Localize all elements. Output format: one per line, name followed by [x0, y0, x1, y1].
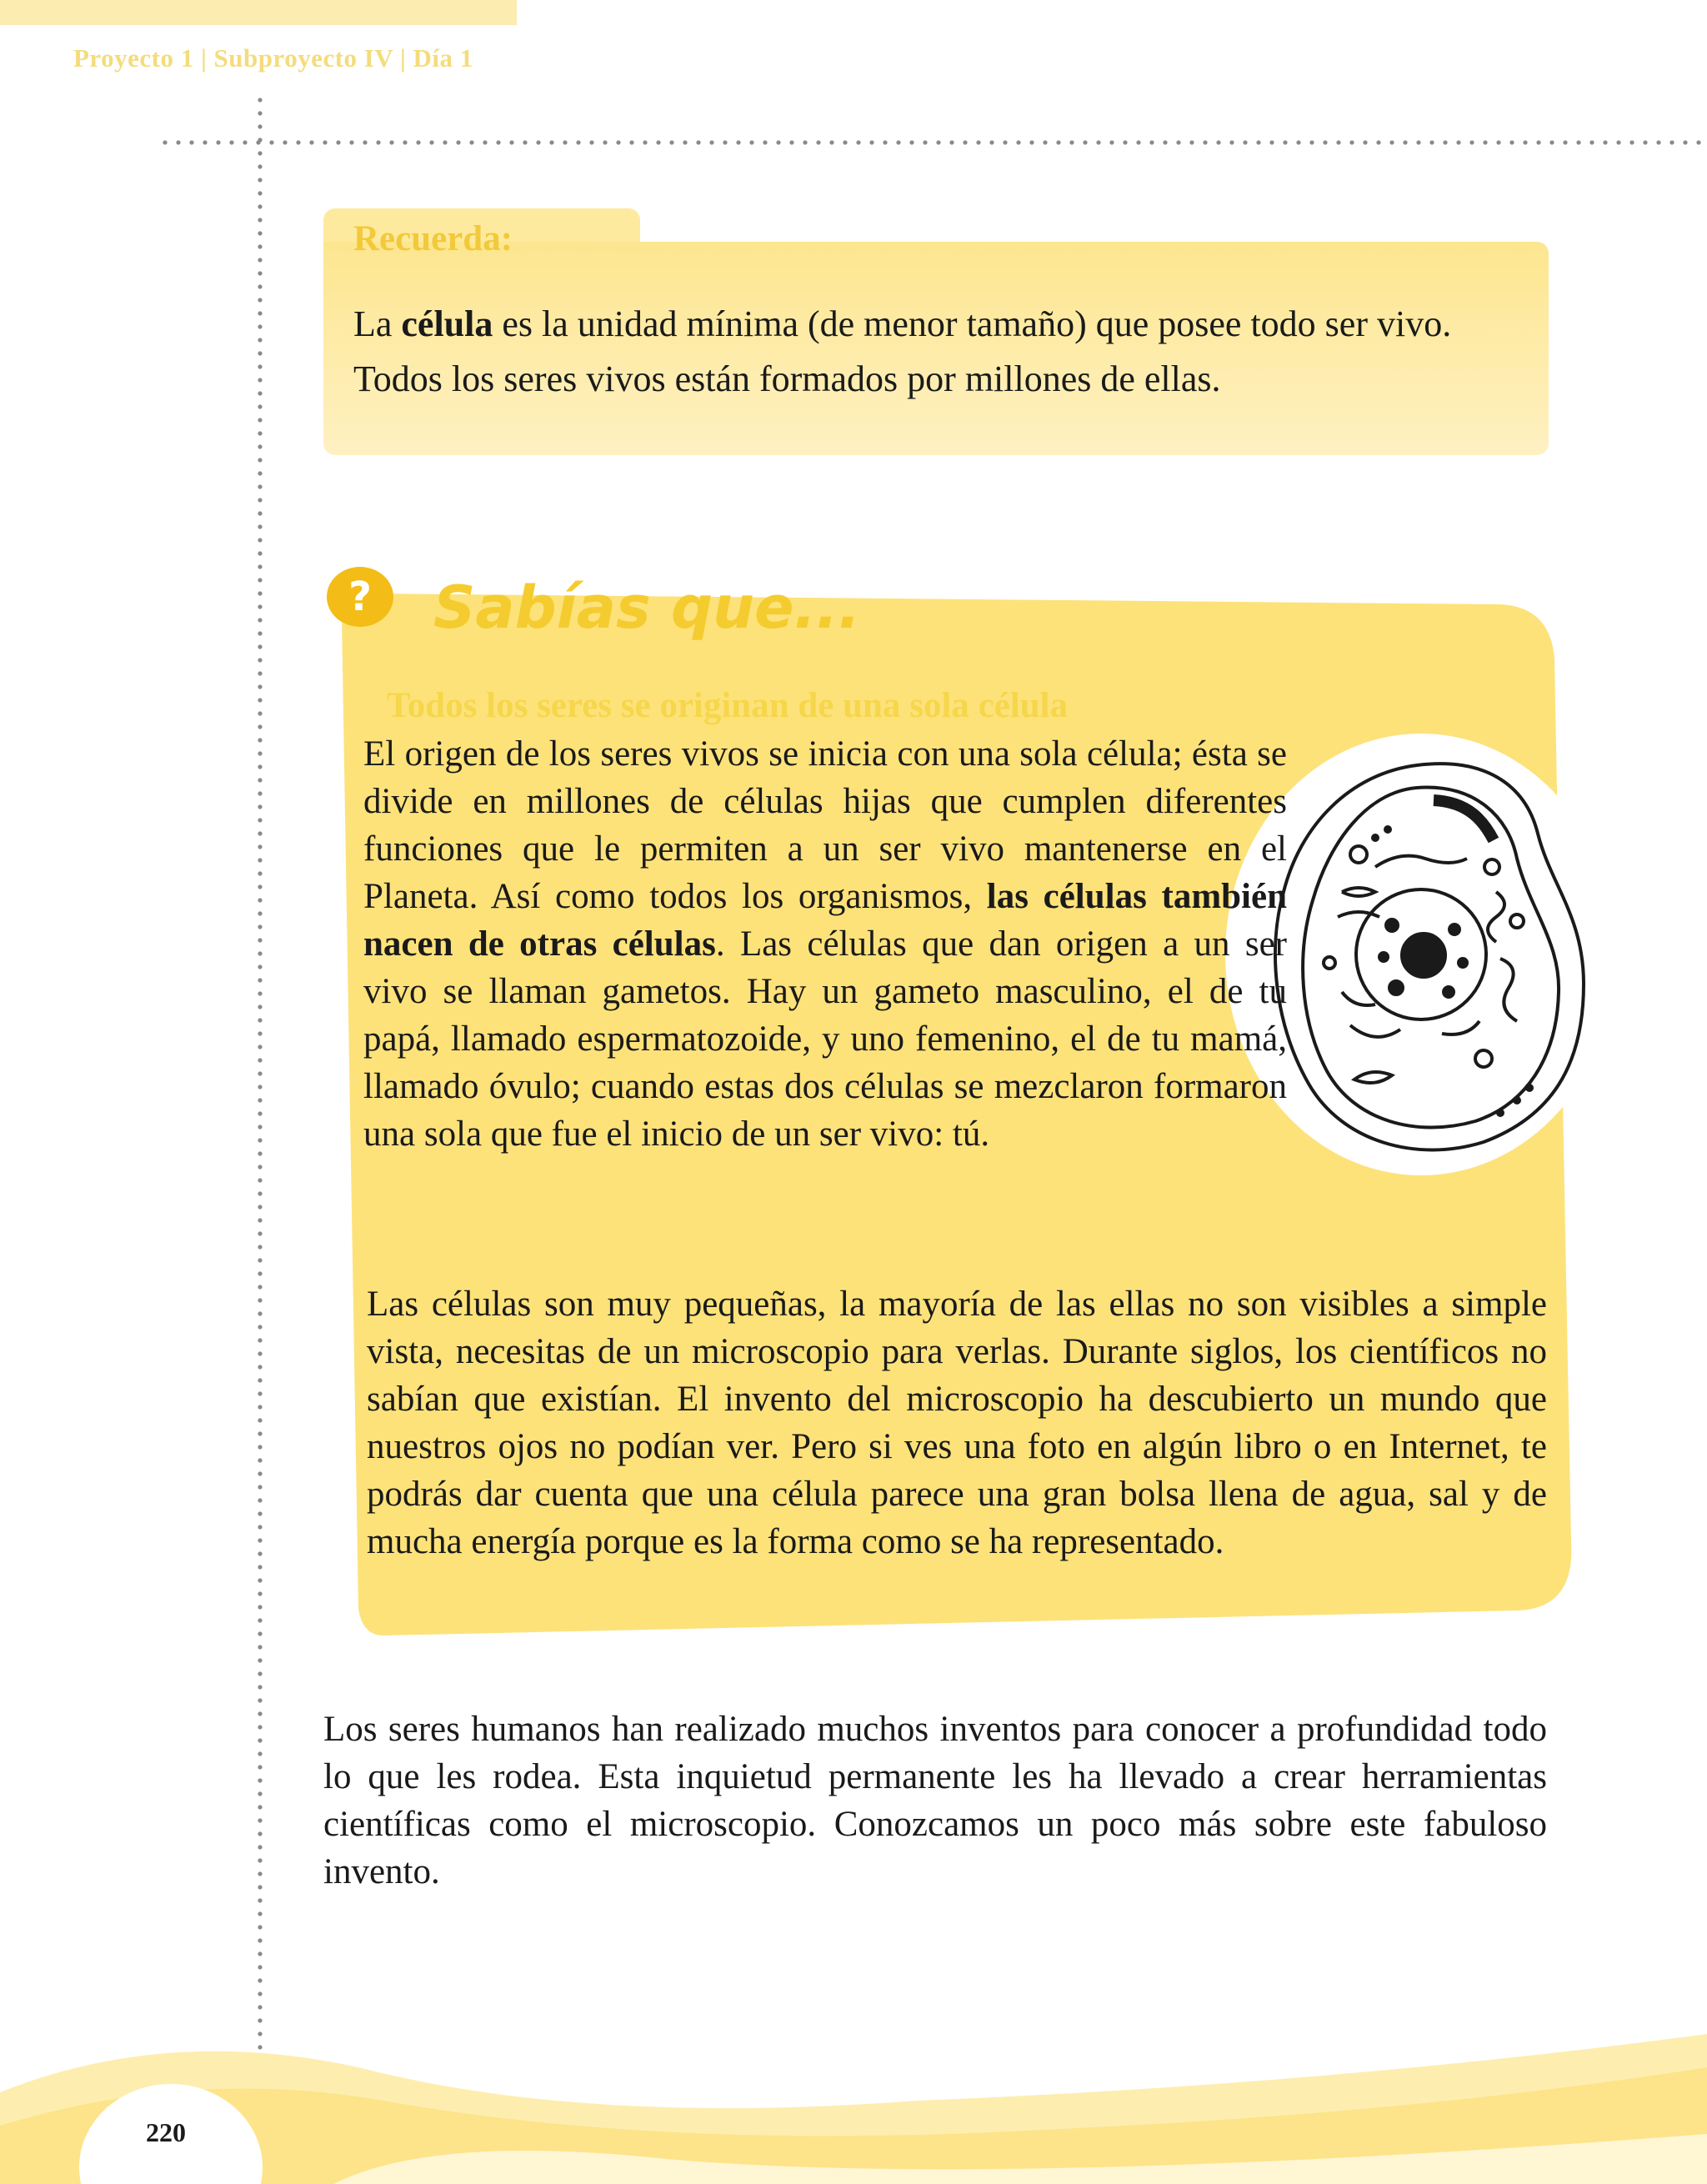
p1-bold: las células también nacen de otras células	[363, 877, 1287, 964]
recuerda-line1-pre: La	[353, 303, 402, 344]
recuerda-line1-post: es la unidad mínima (de menor tamaño) que posee todo ser vivo.	[493, 303, 1452, 344]
page-number: 220	[146, 2117, 186, 2147]
sabias-paragraph-1	[363, 730, 1287, 1158]
header-tab	[0, 0, 517, 25]
sabias-paragraph-2: Las células son muy pequeñas, la mayoría de las ellas no son visibles a simple vista, necesitas de un microscopio para verlas. Durante siglos, los científicos no sabían que existían. El invento del microscopio ha descubierto un mundo que nuestros ojos no podían ver. Pero si ves una foto en algún libro o en Internet, te podrás dar cuenta que una célula parece una gran bolsa llena de agua, sal y de mucha energía porque es la forma como se ha representado.	[367, 1285, 1547, 1561]
recuerda-line2: Todos los seres vivos están formados por millones de ellas.	[353, 358, 1221, 399]
breadcrumb: Proyecto 1 | Subproyecto IV | Día 1	[73, 43, 473, 73]
dotted-divider-vertical	[258, 93, 263, 2052]
sabias-title: Sabías que...	[433, 574, 861, 642]
recuerda-text	[353, 297, 1537, 407]
recuerda-title: Recuerda:	[353, 219, 513, 258]
footer-wave	[0, 2034, 1707, 2184]
cell-illustration	[1250, 750, 1600, 1167]
question-mark-icon: ?	[348, 574, 372, 620]
p1-text-b: . Las células que dan origen a un ser vivo se llaman gametos. Hay un gameto masculino, el de tu papá, llamado espermatozoide, y uno femenino, el de tu mamá, llamado óvulo; cuando estas dos células se mezclaron formaron una sola que fue el inicio de un ser vivo: tú.	[363, 924, 1287, 1154]
body-paragraph: Los seres humanos han realizado muchos inventos para conocer a profundidad todo lo que les rodea. Esta inquietud permanente les ha llevado a crear herramientas científicas como el microscopio. Conozcamos un poco más sobre este fabuloso invento.	[323, 1710, 1547, 1891]
sabias-subtitle: Todos los seres se originan de una sola célula	[387, 686, 1069, 725]
recuerda-keyword: célula	[401, 303, 493, 344]
dotted-divider-horizontal	[158, 140, 1707, 145]
p1-text-a: El origen de los seres vivos se inicia con una sola célula; ésta se divide en millones de células hijas que cumplen diferentes funciones que le permiten a un ser vivo mantenerse en el Planeta. Así como todos los organismos,	[363, 734, 1287, 916]
